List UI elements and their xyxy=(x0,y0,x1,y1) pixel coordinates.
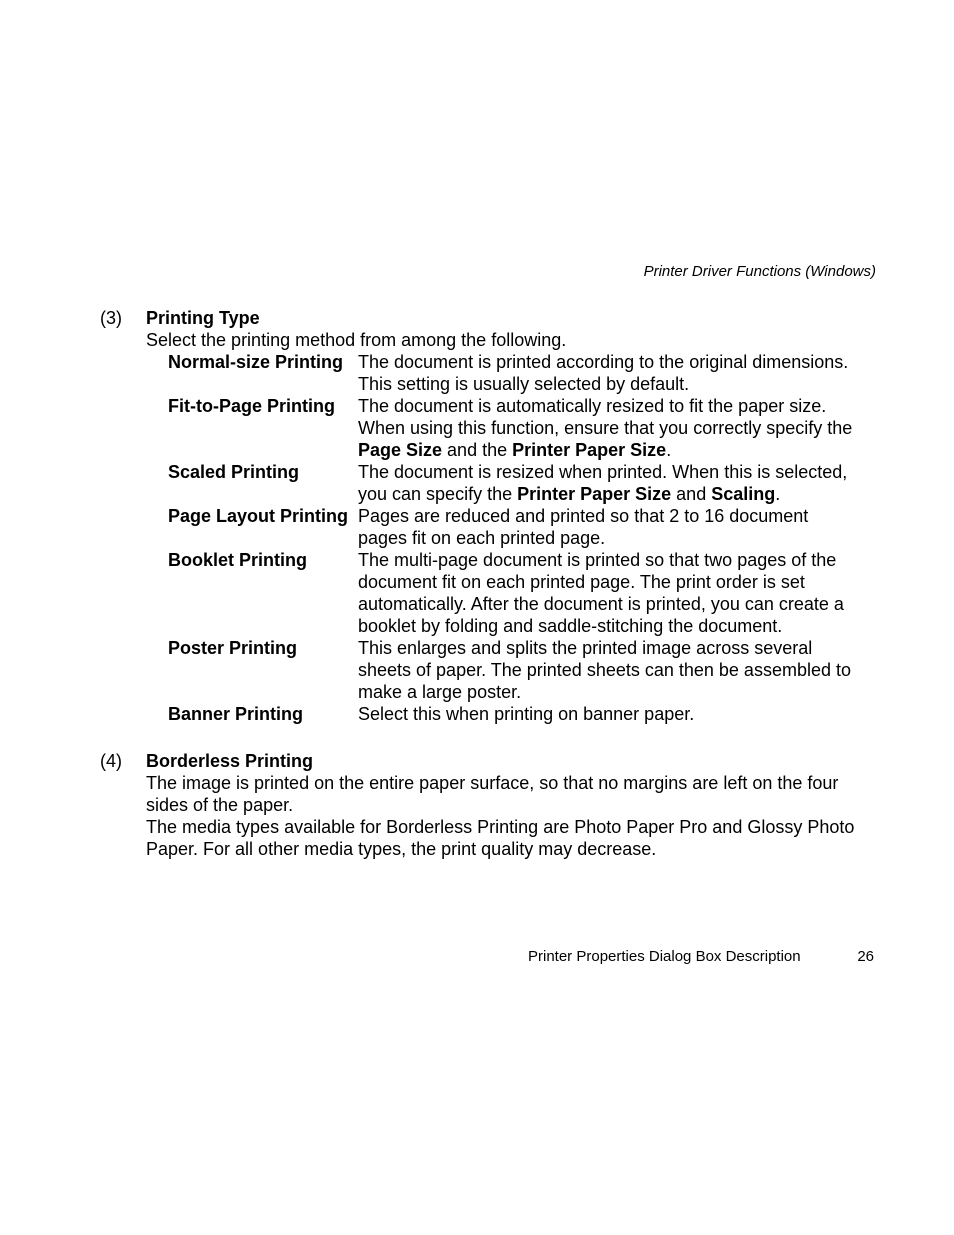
item-description xyxy=(358,351,858,395)
emphasis-text: Page Size xyxy=(358,440,443,460)
section-body xyxy=(146,772,860,860)
emphasis-text: Scaling xyxy=(711,484,776,504)
item-description xyxy=(358,703,858,725)
emphasis-text: Printer Paper Size xyxy=(517,484,672,504)
list-item xyxy=(168,351,868,395)
page-number: 26 xyxy=(857,948,874,965)
list-item xyxy=(168,703,868,725)
running-header: Printer Driver Functions (Windows) xyxy=(643,263,876,280)
description-text: The multi-page document is printed so that two pages of the document fit on each printed page. The print order is set automatically. After the document is printed, you can create a booklet by folding and saddle-stitching the document. xyxy=(358,550,844,636)
section-body xyxy=(146,329,860,724)
item-term: Booklet Printing xyxy=(168,550,307,570)
item-description xyxy=(358,549,858,637)
section-number: (4) xyxy=(100,751,122,771)
item-description xyxy=(358,637,858,703)
item-term: Page Layout Printing xyxy=(168,506,349,526)
item-term: Fit-to-Page Printing xyxy=(168,396,335,416)
list-item xyxy=(168,395,868,461)
description-text: The document is automatically resized to fit the paper size. When using this function, ensure that you correctly specify the xyxy=(358,396,853,438)
description-text: . xyxy=(666,440,672,460)
description-text: The document is resized when printed. When this is selected, you can specify the xyxy=(358,462,848,504)
description-text: The document is printed according to the original dimensions. This setting is usually selected by default. xyxy=(358,352,849,394)
description-text: Pages are reduced and printed so that 2 to 16 document pages fit on each printed page. xyxy=(358,506,809,548)
item-term: Banner Printing xyxy=(168,704,304,724)
item-term: Normal-size Printing xyxy=(168,352,344,372)
printing-type-list xyxy=(168,351,868,725)
paragraph: The image is printed on the entire paper surface, so that no margins are left on the four sides of the paper. xyxy=(146,773,839,815)
description-text: . xyxy=(775,484,781,504)
description-text: and the xyxy=(442,440,513,460)
paragraph: The media types available for Borderless Printing are Photo Paper Pro and Glossy Photo Paper. For all other media types, the print quality may decrease. xyxy=(146,817,855,859)
list-item xyxy=(168,505,868,549)
item-description xyxy=(358,461,858,505)
emphasis-text: Printer Paper Size xyxy=(512,440,667,460)
footer-title: Printer Properties Dialog Box Description xyxy=(528,948,801,965)
section-intro: Select the printing method from among the following. xyxy=(146,330,567,350)
list-item xyxy=(168,461,868,505)
section-title: Printing Type xyxy=(146,308,260,328)
section-title: Borderless Printing xyxy=(146,751,314,771)
item-description xyxy=(358,395,858,461)
item-description xyxy=(358,505,858,549)
item-term: Scaled Printing xyxy=(168,462,300,482)
description-text: Select this when printing on banner paper. xyxy=(358,704,695,724)
section-number: (3) xyxy=(100,308,122,328)
list-item xyxy=(168,637,868,703)
list-item xyxy=(168,549,868,637)
description-text: This enlarges and splits the printed image across several sheets of paper. The printed sheets can then be assembled to make a large poster. xyxy=(358,638,851,702)
description-text: and xyxy=(671,484,712,504)
item-term: Poster Printing xyxy=(168,638,298,658)
